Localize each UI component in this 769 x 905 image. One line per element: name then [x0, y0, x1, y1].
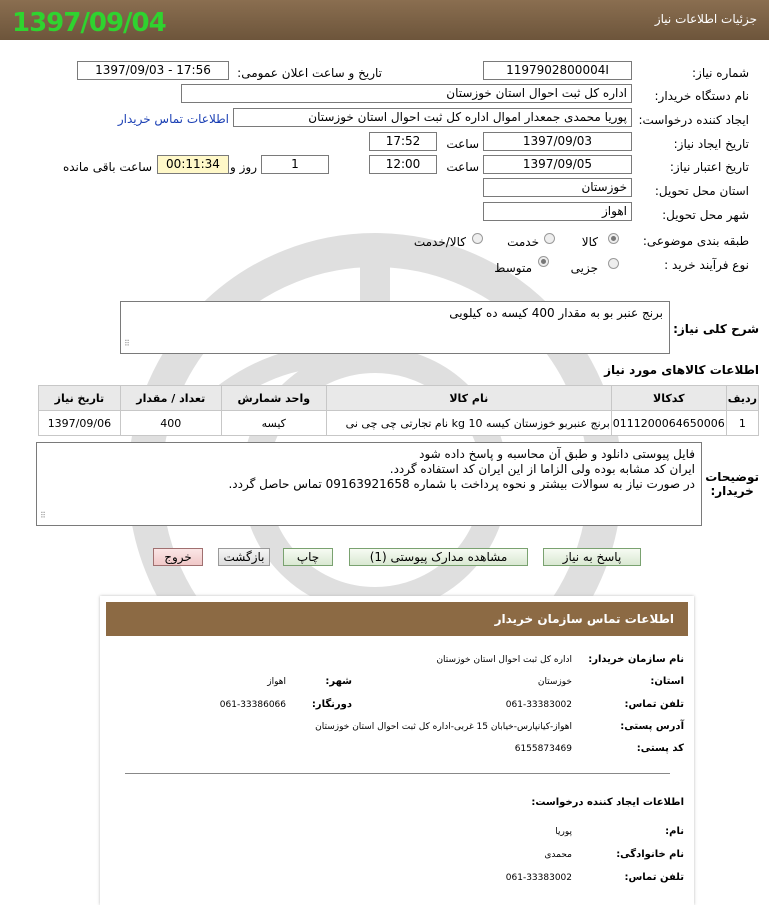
- postal-code-value: 6155873469: [514, 744, 572, 754]
- contact-province-value: خوزستان: [537, 677, 572, 687]
- address-value: اهواز-کیانپارس-خیابان 15 غربی-اداره کل ثبت احوال استان خوزستان: [315, 722, 572, 732]
- description-label: شرح کلی نیاز:: [673, 322, 759, 336]
- need-number-field: 1197902800004I: [483, 61, 632, 80]
- cell-row-number: 1: [726, 411, 758, 436]
- org-value: اداره کل ثبت احوال استان خوزستان: [436, 655, 572, 665]
- resize-grip-icon[interactable]: ⠿: [40, 511, 46, 520]
- buyer-notes-line: در صورت نیاز به سوالات بیشتر و نحوه پرداخت با شماره 09163921658 تماس حاصل گردد.: [228, 477, 695, 491]
- remaining-time-field: 00:11:34: [157, 155, 229, 174]
- category-option-both: کالا/خدمت: [413, 235, 466, 249]
- valid-time-label: ساعت: [446, 160, 479, 174]
- fax-label: دورنگار:: [311, 699, 352, 710]
- buyer-notes-label-line1: توضیحات: [705, 470, 759, 484]
- created-time-label: ساعت: [446, 137, 479, 151]
- contact-province-label: استان:: [650, 676, 684, 687]
- items-table: [38, 385, 759, 436]
- remaining-label: ساعت باقی مانده: [62, 160, 152, 174]
- announce-label: تاریخ و ساعت اعلان عمومی:: [237, 66, 382, 80]
- buyer-contact-link[interactable]: اطلاعات تماس خریدار: [117, 112, 229, 126]
- items-table-header-row: [39, 386, 759, 411]
- province-field: خوزستان: [483, 178, 632, 197]
- cell-item-code: 0111200064650006: [611, 411, 726, 436]
- fax-value: 061-33386066: [219, 700, 286, 710]
- creator-name-label: نام:: [665, 826, 684, 837]
- col-header-quantity: تعداد / مقدار: [120, 386, 221, 411]
- buyer-notes-label: [705, 470, 759, 498]
- created-date-field: 1397/09/03: [483, 132, 632, 151]
- creator-family-value: محمدی: [544, 850, 572, 860]
- col-header-need-date: تاریخ نیاز: [39, 386, 121, 411]
- address-label: آدرس پستی:: [620, 721, 684, 732]
- print-button[interactable]: چاپ: [283, 548, 333, 566]
- creator-section-title: اطلاعات ایجاد کننده درخواست:: [531, 797, 684, 808]
- creator-name-value: پوریا: [555, 827, 572, 837]
- category-radio-both[interactable]: [472, 233, 483, 244]
- contact-card-title: اطلاعات تماس سازمان خریدار: [494, 612, 674, 626]
- cell-unit: کیسه: [221, 411, 326, 436]
- table-row: [39, 411, 759, 436]
- description-text: برنج عنبر بو به مقدار 400 کیسه ده کیلویی: [449, 306, 663, 320]
- creator-family-label: نام خانوادگی:: [616, 849, 684, 860]
- creator-phone-value: 061-33383002: [505, 873, 572, 883]
- cell-quantity: 400: [120, 411, 221, 436]
- province-label: استان محل تحویل:: [654, 184, 749, 198]
- process-option-minor: جزیی: [570, 261, 598, 275]
- col-header-unit: واحد شمارش: [221, 386, 326, 411]
- exit-button[interactable]: خروج: [153, 548, 203, 566]
- buyer-org-label: نام دستگاه خریدار:: [654, 89, 749, 103]
- back-button[interactable]: بازگشت: [218, 548, 270, 566]
- contact-card: [100, 596, 694, 905]
- buyer-notes-field: [36, 442, 702, 526]
- contact-city-label: شهر:: [325, 676, 352, 687]
- col-header-item-name: نام کالا: [326, 386, 611, 411]
- contact-phone-value: 061-33383002: [505, 700, 572, 710]
- date-stamp: 1397/09/04: [12, 8, 166, 38]
- category-radio-service[interactable]: [544, 233, 555, 244]
- category-label: طبقه بندی موضوعی:: [642, 234, 749, 248]
- process-radio-minor[interactable]: [608, 258, 619, 269]
- contact-phone-label: تلفن تماس:: [624, 699, 684, 710]
- contact-card-header: [106, 602, 688, 636]
- city-field: اهواز: [483, 202, 632, 221]
- category-option-goods: کالا: [581, 235, 598, 249]
- col-header-row-number: ردیف: [726, 386, 758, 411]
- valid-date-field: 1397/09/05: [483, 155, 632, 174]
- need-number-label: شماره نیاز:: [692, 66, 749, 80]
- category-radio-goods[interactable]: [608, 233, 619, 244]
- category-option-service: خدمت: [507, 235, 539, 249]
- description-field: [120, 301, 670, 354]
- city-label: شهر محل تحویل:: [662, 208, 749, 222]
- buyer-org-field: اداره کل ثبت احوال استان خوزستان: [181, 84, 632, 103]
- reply-button[interactable]: پاسخ به نیاز: [543, 548, 641, 566]
- announce-field: 1397/09/03 - 17:56: [77, 61, 229, 80]
- process-option-medium: متوسط: [494, 261, 532, 275]
- buyer-notes-label-line2: خریدار:: [710, 484, 754, 498]
- requester-label: ایجاد کننده درخواست:: [638, 113, 749, 127]
- created-date-label: تاریخ ایجاد نیاز:: [673, 137, 749, 151]
- org-label: نام سازمان خریدار:: [588, 654, 684, 665]
- buyer-notes-line: فایل پیوستی دانلود و طبق آن محاسبه و پاسخ داده شود: [419, 447, 695, 461]
- attachments-button[interactable]: مشاهده مدارک پیوستی (1): [349, 548, 528, 566]
- created-time-field: 17:52: [369, 132, 437, 151]
- creator-phone-label: تلفن تماس:: [624, 872, 684, 883]
- process-radio-medium[interactable]: [538, 256, 549, 267]
- buyer-notes-line: ایران کد مشابه بوده ولی الزاما از این ایران کد استفاده گردد.: [389, 462, 695, 476]
- process-label: نوع فرآیند خرید :: [664, 258, 749, 272]
- contact-city-value: اهواز: [267, 677, 286, 687]
- valid-time-field: 12:00: [369, 155, 437, 174]
- cell-need-date: 1397/09/06: [39, 411, 121, 436]
- valid-date-label: تاریخ اعتبار نیاز:: [669, 160, 749, 174]
- cell-item-name: برنج عنبربو خوزستان کیسه 10 kg نام تجارتی چی چی نی: [326, 411, 611, 436]
- col-header-item-code: کدکالا: [611, 386, 726, 411]
- divider: [125, 773, 670, 774]
- requester-field: پوریا محمدی جمعدار اموال اداره کل ثبت احوال استان خوزستان: [233, 108, 632, 127]
- resize-grip-icon[interactable]: ⠿: [124, 339, 130, 348]
- items-section-title: اطلاعات کالاهای مورد نیاز: [604, 363, 759, 377]
- postal-code-label: کد پستی:: [636, 743, 684, 754]
- page-title: جزئیات اطلاعات نیاز: [654, 12, 757, 26]
- days-label: روز و: [230, 160, 257, 174]
- days-field: 1: [261, 155, 329, 174]
